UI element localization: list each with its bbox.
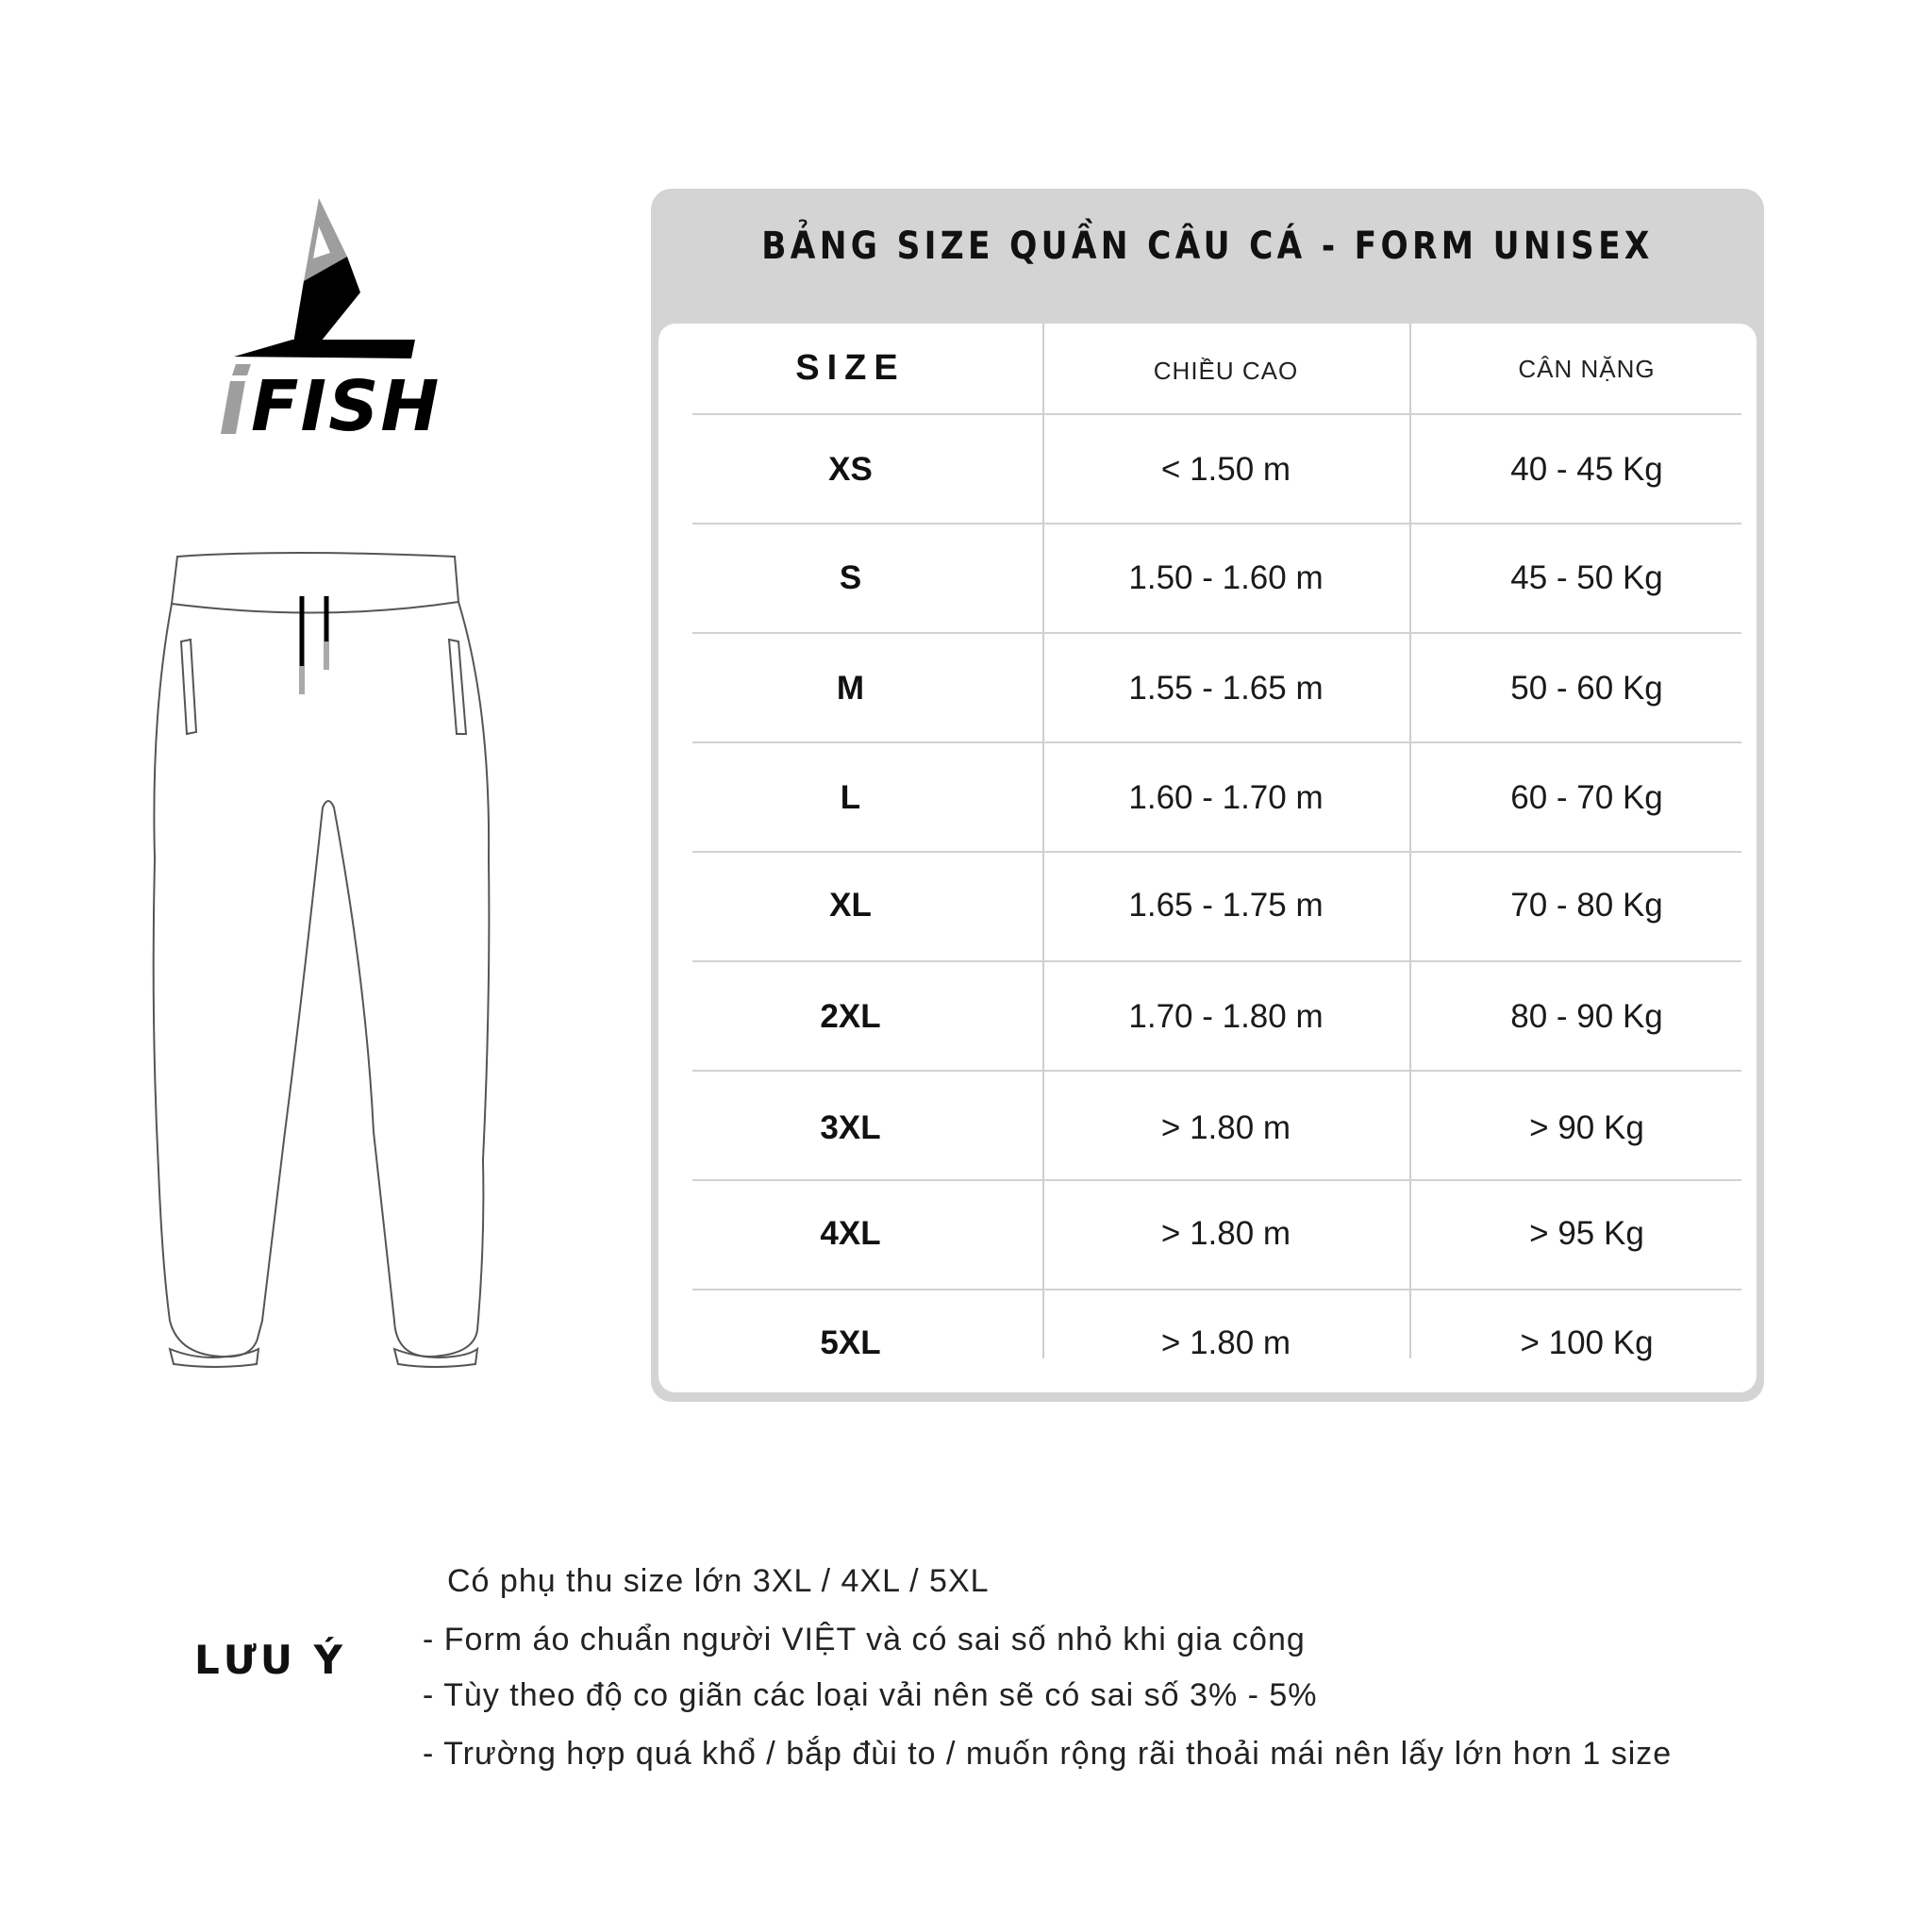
header-size: SIZE (795, 348, 906, 388)
row-2xl-height: 1.70 - 1.80 m (1128, 998, 1324, 1035)
ifish-logo (226, 198, 441, 447)
row-xs-height: < 1.50 m (1160, 451, 1291, 488)
note-line-stretch: - Tùy theo độ co giãn các loại vải nên sẽ có sai số 3% - 5% (423, 1677, 1318, 1713)
note-line-oversize: - Trường hợp quá khổ / bắp đùi to / muốn rộng rãi thoải mái nên lấy lớn hơn 1 size (423, 1736, 1673, 1772)
logo-text: FISH (251, 366, 441, 447)
logo-i-dot (232, 364, 251, 375)
row-xs-weight: 40 - 45 Kg (1510, 451, 1663, 488)
notes-title: LƯU Ý (194, 1637, 346, 1683)
size-table (658, 324, 1757, 1392)
row-3xl-weight: > 90 Kg (1529, 1109, 1644, 1146)
logo-i-stem (221, 381, 245, 434)
row-3xl-size: 3XL (820, 1109, 881, 1146)
header-height: CHIỀU CAO (1153, 356, 1299, 385)
pants-pocket-right (449, 640, 466, 734)
row-l-height: 1.60 - 1.70 m (1128, 779, 1324, 816)
row-xl-weight: 70 - 80 Kg (1510, 887, 1663, 924)
row-m-size: M (836, 670, 865, 707)
row-m-height: 1.55 - 1.65 m (1128, 670, 1324, 707)
row-s-size: S (839, 559, 862, 596)
row-4xl-height: > 1.80 m (1160, 1215, 1291, 1252)
note-line-form: - Form áo chuẩn người VIỆT và có sai số nhỏ khi gia công (423, 1622, 1306, 1657)
row-xs-size: XS (828, 451, 873, 488)
pants-outline (154, 602, 490, 1357)
size-chart (651, 189, 1764, 1402)
header-weight: CÂN NẶNG (1518, 354, 1656, 383)
logo-base (234, 340, 415, 358)
chart-title: BẢNG SIZE QUẦN CÂU CÁ - FORM UNISEX (761, 225, 1654, 268)
row-3xl-height: > 1.80 m (1160, 1109, 1291, 1146)
row-5xl-height: > 1.80 m (1160, 1324, 1291, 1361)
row-l-size: L (840, 779, 861, 816)
pants-cuff-right (394, 1349, 477, 1367)
row-5xl-weight: > 100 Kg (1520, 1324, 1654, 1361)
row-4xl-size: 4XL (820, 1215, 881, 1252)
pants-cuff-left (170, 1349, 258, 1367)
row-4xl-weight: > 95 Kg (1529, 1215, 1644, 1252)
row-5xl-size: 5XL (820, 1324, 881, 1361)
row-2xl-size: 2XL (820, 998, 881, 1035)
row-l-weight: 60 - 70 Kg (1510, 779, 1663, 816)
logo-arrow-body (292, 257, 360, 351)
row-m-weight: 50 - 60 Kg (1510, 670, 1663, 707)
row-s-height: 1.50 - 1.60 m (1128, 559, 1324, 596)
row-2xl-weight: 80 - 90 Kg (1510, 998, 1663, 1035)
pants-pocket-left (181, 640, 196, 734)
pants-waistband (172, 553, 458, 613)
row-xl-size: XL (829, 887, 872, 924)
row-s-weight: 45 - 50 Kg (1510, 559, 1663, 596)
note-line-surcharge: Có phụ thu size lớn 3XL / 4XL / 5XL (447, 1563, 990, 1599)
row-xl-height: 1.65 - 1.75 m (1128, 887, 1324, 924)
pants-illustration (142, 547, 500, 1377)
